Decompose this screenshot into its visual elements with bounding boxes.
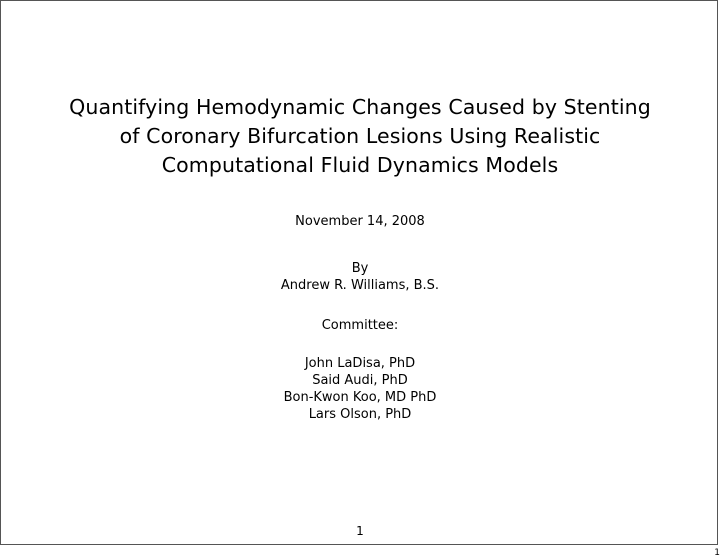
byline bbox=[1, 260, 719, 294]
title-line: Quantifying Hemodynamic Changes Caused by Stenting bbox=[69, 95, 651, 119]
page-number: 1 bbox=[714, 548, 720, 558]
by-label: By bbox=[351, 261, 369, 276]
committee-members bbox=[1, 355, 719, 423]
title-line: of Coronary Bifurcation Lesions Using Realistic bbox=[119, 124, 601, 148]
slide-title bbox=[1, 93, 719, 180]
date-text: November 14, 2008 bbox=[295, 214, 425, 229]
title-line: Computational Fluid Dynamics Models bbox=[161, 153, 559, 177]
committee-member: Said Audi, PhD bbox=[312, 373, 408, 388]
committee-member: Lars Olson, PhD bbox=[308, 407, 412, 422]
author-name: Andrew R. Williams, B.S. bbox=[280, 278, 440, 293]
committee-label: Committee: bbox=[321, 318, 399, 333]
committee-member: John LaDisa, PhD bbox=[304, 356, 416, 371]
committee-member: Bon-Kwon Koo, MD PhD bbox=[283, 390, 437, 405]
slide-number: 1 bbox=[356, 524, 364, 538]
presentation-date bbox=[1, 213, 719, 230]
committee-heading bbox=[1, 317, 719, 334]
